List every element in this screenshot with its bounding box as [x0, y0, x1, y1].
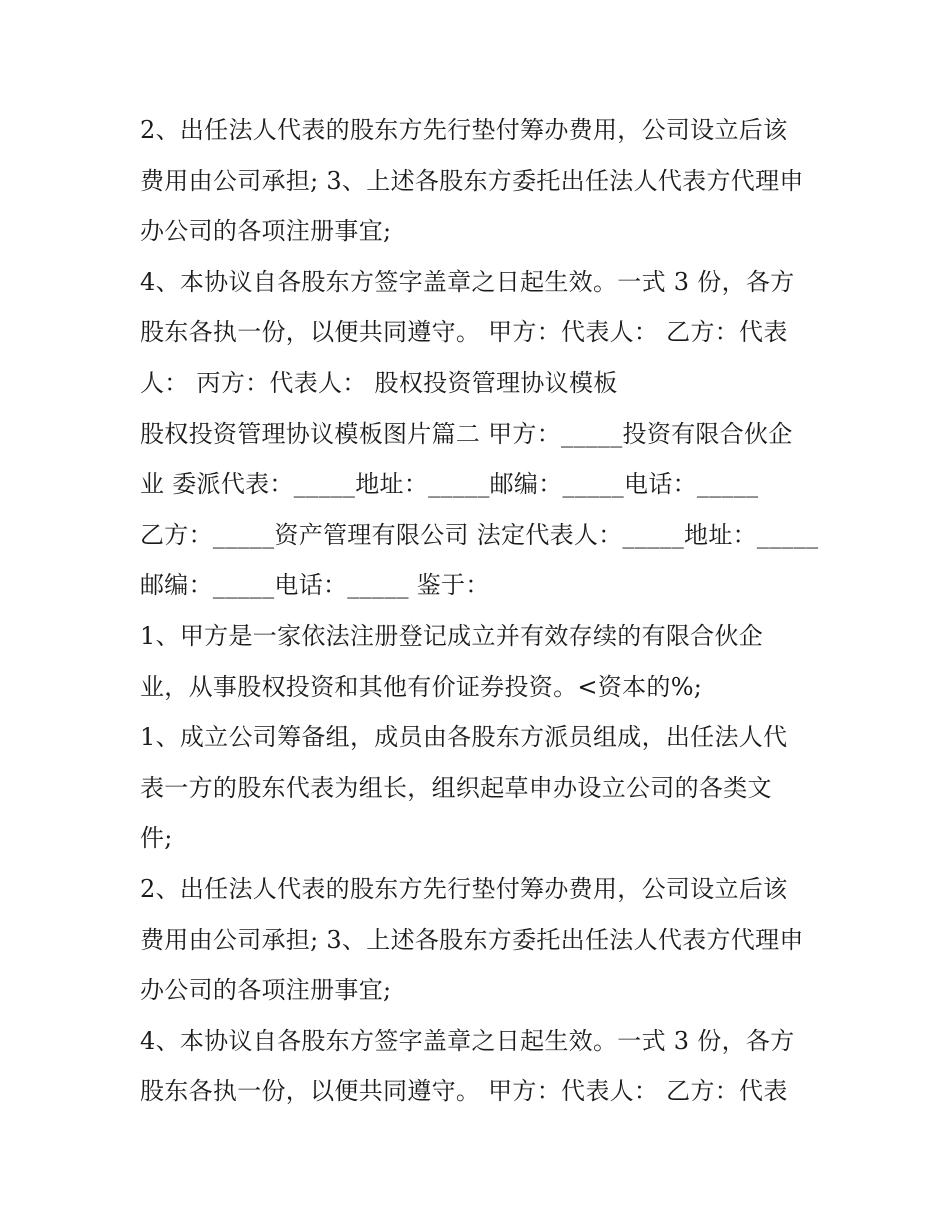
text-line: 人： 丙方：代表人： 股权投资管理协议模板 — [140, 368, 618, 397]
text-line: 费用由公司承担; 3、上述各股东方委托出任法人代表方代理申 — [140, 925, 804, 954]
text-line: 邮编：_____电话：_____ 鉴于： — [140, 571, 490, 600]
text-line: 4、本协议自各股东方签字盖章之日起生效。一式 3 份，各方 — [140, 1026, 795, 1055]
text-line: 股东各执一份，以便共同遵守。 甲方：代表人： 乙方：代表 — [140, 1077, 788, 1106]
text-line: 业 委派代表：_____地址：_____邮编：_____电话：_____ — [140, 470, 759, 499]
document-body — [140, 105, 830, 1117]
text-line: 1、成立公司筹备组，成员由各股东方派员组成，出任法人代 — [140, 723, 788, 752]
text-line: 2、出任法人代表的股东方先行垫付筹办费用，公司设立后该 — [140, 874, 788, 903]
text-line: 1、甲方是一家依法注册登记成立并有效存续的有限合伙企 — [140, 621, 764, 650]
text-line: 办公司的各项注册事宜; — [140, 217, 392, 246]
text-line: 费用由公司承担; 3、上述各股东方委托出任法人代表方代理申 — [140, 166, 804, 195]
text-line: 2、出任法人代表的股东方先行垫付筹办费用，公司设立后该 — [140, 116, 788, 144]
text-line: 股权投资管理协议模板图片篇二 甲方：_____投资有限合伙企 — [140, 419, 793, 448]
text-line: 表一方的股东代表为组长，组织起草申办设立公司的各类文 — [140, 773, 772, 802]
text-line: 4、本协议自各股东方签字盖章之日起生效。一式 3 份，各方 — [140, 267, 795, 296]
text-line: 股东各执一份，以便共同遵守。 甲方：代表人： 乙方：代表 — [140, 318, 788, 347]
text-line: 办公司的各项注册事宜; — [140, 976, 392, 1005]
text-line: 业，从事股权投资和其他有价证券投资。<资本的%; — [140, 672, 703, 701]
text-line: 乙方：_____资产管理有限公司 法定代表人：_____地址：_____ — [140, 520, 819, 549]
text-line: 件; — [140, 824, 173, 853]
